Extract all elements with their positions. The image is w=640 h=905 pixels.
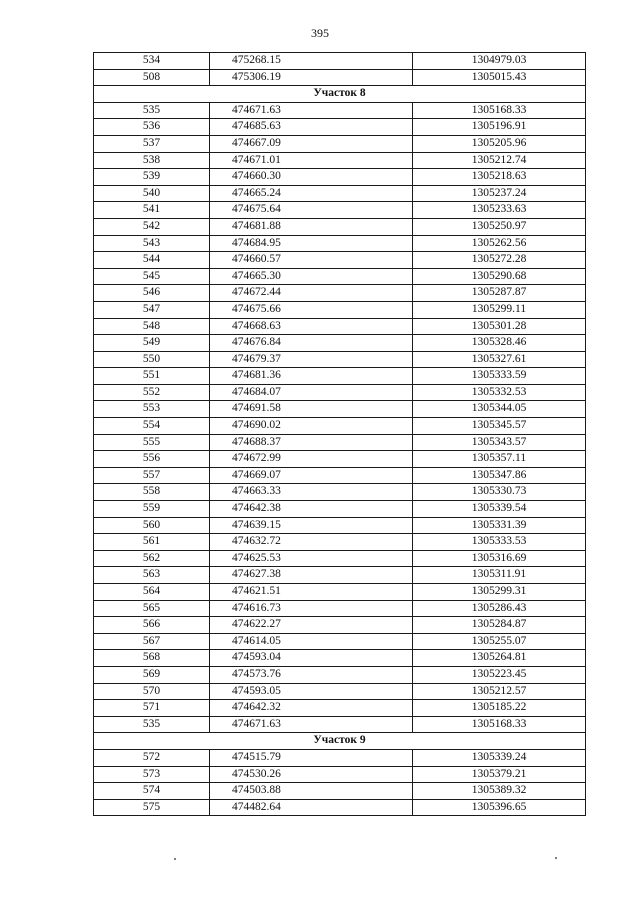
table-row xyxy=(94,53,586,70)
table-row xyxy=(94,517,586,534)
point-number-cell: 555 xyxy=(94,434,210,451)
x-coordinate-cell: 475306.19 xyxy=(210,69,413,86)
point-number-cell: 568 xyxy=(94,650,210,667)
table-row xyxy=(94,152,586,169)
x-coordinate-cell: 474668.63 xyxy=(210,318,413,335)
point-number-cell: 539 xyxy=(94,169,210,186)
y-coordinate-cell: 1305290.68 xyxy=(413,268,586,285)
y-coordinate-cell: 1305185.22 xyxy=(413,700,586,717)
y-coordinate-cell: 1305233.63 xyxy=(413,202,586,219)
table-row xyxy=(94,550,586,567)
table-row xyxy=(94,633,586,650)
point-number-cell: 541 xyxy=(94,202,210,219)
table-row xyxy=(94,418,586,435)
table-row xyxy=(94,584,586,601)
y-coordinate-cell: 1305299.31 xyxy=(413,584,586,601)
y-coordinate-cell: 1305212.57 xyxy=(413,683,586,700)
point-number-cell: 558 xyxy=(94,484,210,501)
x-coordinate-cell: 474625.53 xyxy=(210,550,413,567)
point-number-cell: 508 xyxy=(94,69,210,86)
point-number-cell: 571 xyxy=(94,700,210,717)
y-coordinate-cell: 1305330.73 xyxy=(413,484,586,501)
table-row xyxy=(94,252,586,269)
section-header-row xyxy=(94,86,586,103)
point-number-cell: 540 xyxy=(94,185,210,202)
point-number-cell: 557 xyxy=(94,467,210,484)
x-coordinate-cell: 474671.63 xyxy=(210,102,413,119)
x-coordinate-cell: 474642.32 xyxy=(210,700,413,717)
table-row xyxy=(94,69,586,86)
point-number-cell: 570 xyxy=(94,683,210,700)
table-row xyxy=(94,268,586,285)
point-number-cell: 535 xyxy=(94,102,210,119)
scan-speck xyxy=(174,858,176,860)
y-coordinate-cell: 1305284.87 xyxy=(413,617,586,634)
table-row xyxy=(94,683,586,700)
point-number-cell: 564 xyxy=(94,584,210,601)
y-coordinate-cell: 1305205.96 xyxy=(413,135,586,152)
x-coordinate-cell: 474688.37 xyxy=(210,434,413,451)
y-coordinate-cell: 1305344.05 xyxy=(413,401,586,418)
x-coordinate-cell: 474616.73 xyxy=(210,600,413,617)
point-number-cell: 573 xyxy=(94,766,210,783)
page-number: 395 xyxy=(311,26,329,40)
point-number-cell: 542 xyxy=(94,218,210,235)
table-row xyxy=(94,351,586,368)
table-row xyxy=(94,202,586,219)
table-row xyxy=(94,700,586,717)
y-coordinate-cell: 1305311.91 xyxy=(413,567,586,584)
table-row xyxy=(94,169,586,186)
x-coordinate-cell: 474593.04 xyxy=(210,650,413,667)
section-header-row xyxy=(94,733,586,750)
y-coordinate-cell: 1305396.65 xyxy=(413,799,586,816)
table-row xyxy=(94,534,586,551)
point-number-cell: 554 xyxy=(94,418,210,435)
point-number-cell: 569 xyxy=(94,666,210,683)
point-number-cell: 574 xyxy=(94,783,210,800)
y-coordinate-cell: 1305301.28 xyxy=(413,318,586,335)
x-coordinate-cell: 474672.99 xyxy=(210,451,413,468)
table-row xyxy=(94,783,586,800)
point-number-cell: 562 xyxy=(94,550,210,567)
x-coordinate-cell: 474669.07 xyxy=(210,467,413,484)
table-row xyxy=(94,799,586,816)
table-row xyxy=(94,451,586,468)
y-coordinate-cell: 1305264.81 xyxy=(413,650,586,667)
point-number-cell: 538 xyxy=(94,152,210,169)
y-coordinate-cell: 1305343.57 xyxy=(413,434,586,451)
y-coordinate-cell: 1305333.59 xyxy=(413,368,586,385)
y-coordinate-cell: 1305331.39 xyxy=(413,517,586,534)
point-number-cell: 544 xyxy=(94,252,210,269)
y-coordinate-cell: 1305357.11 xyxy=(413,451,586,468)
x-coordinate-cell: 474530.26 xyxy=(210,766,413,783)
y-coordinate-cell: 1305345.57 xyxy=(413,418,586,435)
y-coordinate-cell: 1305333.53 xyxy=(413,534,586,551)
x-coordinate-cell: 474675.66 xyxy=(210,301,413,318)
point-number-cell: 545 xyxy=(94,268,210,285)
x-coordinate-cell: 474672.44 xyxy=(210,285,413,302)
point-number-cell: 535 xyxy=(94,716,210,733)
table-row xyxy=(94,218,586,235)
section-title: Участок 8 xyxy=(94,86,586,103)
y-coordinate-cell: 1305379.21 xyxy=(413,766,586,783)
point-number-cell: 575 xyxy=(94,799,210,816)
point-number-cell: 563 xyxy=(94,567,210,584)
y-coordinate-cell: 1305327.61 xyxy=(413,351,586,368)
x-coordinate-cell: 474639.15 xyxy=(210,517,413,534)
table-row xyxy=(94,368,586,385)
y-coordinate-cell: 1305218.63 xyxy=(413,169,586,186)
table-row xyxy=(94,102,586,119)
x-coordinate-cell: 474667.09 xyxy=(210,135,413,152)
y-coordinate-cell: 1304979.03 xyxy=(413,53,586,70)
y-coordinate-cell: 1305272.28 xyxy=(413,252,586,269)
point-number-cell: 536 xyxy=(94,119,210,136)
table-row xyxy=(94,301,586,318)
table-row xyxy=(94,119,586,136)
y-coordinate-cell: 1305328.46 xyxy=(413,335,586,352)
x-coordinate-cell: 474690.02 xyxy=(210,418,413,435)
point-number-cell: 534 xyxy=(94,53,210,70)
scan-speck xyxy=(555,857,557,859)
y-coordinate-cell: 1305015.43 xyxy=(413,69,586,86)
table-row xyxy=(94,484,586,501)
table-row xyxy=(94,467,586,484)
x-coordinate-cell: 474665.30 xyxy=(210,268,413,285)
point-number-cell: 546 xyxy=(94,285,210,302)
y-coordinate-cell: 1305389.32 xyxy=(413,783,586,800)
table-row xyxy=(94,185,586,202)
x-coordinate-cell: 474621.51 xyxy=(210,584,413,601)
x-coordinate-cell: 474679.37 xyxy=(210,351,413,368)
point-number-cell: 537 xyxy=(94,135,210,152)
point-number-cell: 567 xyxy=(94,633,210,650)
y-coordinate-cell: 1305255.07 xyxy=(413,633,586,650)
x-coordinate-cell: 474671.63 xyxy=(210,716,413,733)
x-coordinate-cell: 474684.95 xyxy=(210,235,413,252)
y-coordinate-cell: 1305262.56 xyxy=(413,235,586,252)
x-coordinate-cell: 474675.64 xyxy=(210,202,413,219)
point-number-cell: 560 xyxy=(94,517,210,534)
y-coordinate-cell: 1305339.24 xyxy=(413,749,586,766)
point-number-cell: 565 xyxy=(94,600,210,617)
x-coordinate-cell: 474622.27 xyxy=(210,617,413,634)
table-row xyxy=(94,235,586,252)
y-coordinate-cell: 1305347.86 xyxy=(413,467,586,484)
x-coordinate-cell: 474593.05 xyxy=(210,683,413,700)
y-coordinate-cell: 1305212.74 xyxy=(413,152,586,169)
x-coordinate-cell: 474573.76 xyxy=(210,666,413,683)
point-number-cell: 559 xyxy=(94,501,210,518)
section-title: Участок 9 xyxy=(94,733,586,750)
point-number-cell: 543 xyxy=(94,235,210,252)
table-row xyxy=(94,749,586,766)
point-number-cell: 551 xyxy=(94,368,210,385)
table-row xyxy=(94,285,586,302)
table-row xyxy=(94,384,586,401)
table-row xyxy=(94,766,586,783)
point-number-cell: 552 xyxy=(94,384,210,401)
point-number-cell: 556 xyxy=(94,451,210,468)
x-coordinate-cell: 474685.63 xyxy=(210,119,413,136)
y-coordinate-cell: 1305223.45 xyxy=(413,666,586,683)
x-coordinate-cell: 474642.38 xyxy=(210,501,413,518)
table-row xyxy=(94,401,586,418)
y-coordinate-cell: 1305287.87 xyxy=(413,285,586,302)
x-coordinate-cell: 474671.01 xyxy=(210,152,413,169)
point-number-cell: 566 xyxy=(94,617,210,634)
y-coordinate-cell: 1305316.69 xyxy=(413,550,586,567)
x-coordinate-cell: 474503.88 xyxy=(210,783,413,800)
x-coordinate-cell: 474681.88 xyxy=(210,218,413,235)
point-number-cell: 553 xyxy=(94,401,210,418)
x-coordinate-cell: 474627.38 xyxy=(210,567,413,584)
x-coordinate-cell: 474684.07 xyxy=(210,384,413,401)
x-coordinate-cell: 474632.72 xyxy=(210,534,413,551)
table-row xyxy=(94,135,586,152)
x-coordinate-cell: 474660.57 xyxy=(210,252,413,269)
x-coordinate-cell: 474482.64 xyxy=(210,799,413,816)
x-coordinate-cell: 474660.30 xyxy=(210,169,413,186)
table-row xyxy=(94,501,586,518)
point-number-cell: 548 xyxy=(94,318,210,335)
table-row xyxy=(94,567,586,584)
y-coordinate-cell: 1305168.33 xyxy=(413,716,586,733)
point-number-cell: 572 xyxy=(94,749,210,766)
x-coordinate-cell: 475268.15 xyxy=(210,53,413,70)
point-number-cell: 550 xyxy=(94,351,210,368)
x-coordinate-cell: 474665.24 xyxy=(210,185,413,202)
coordinates-table xyxy=(93,52,586,816)
y-coordinate-cell: 1305250.97 xyxy=(413,218,586,235)
x-coordinate-cell: 474614.05 xyxy=(210,633,413,650)
y-coordinate-cell: 1305286.43 xyxy=(413,600,586,617)
table-row xyxy=(94,650,586,667)
y-coordinate-cell: 1305339.54 xyxy=(413,501,586,518)
x-coordinate-cell: 474691.58 xyxy=(210,401,413,418)
table-row xyxy=(94,716,586,733)
point-number-cell: 547 xyxy=(94,301,210,318)
table-row xyxy=(94,434,586,451)
point-number-cell: 549 xyxy=(94,335,210,352)
y-coordinate-cell: 1305237.24 xyxy=(413,185,586,202)
y-coordinate-cell: 1305168.33 xyxy=(413,102,586,119)
table-row xyxy=(94,318,586,335)
y-coordinate-cell: 1305299.11 xyxy=(413,301,586,318)
table-row xyxy=(94,617,586,634)
coordinates-table-body xyxy=(94,53,586,816)
point-number-cell: 561 xyxy=(94,534,210,551)
x-coordinate-cell: 474681.36 xyxy=(210,368,413,385)
table-row xyxy=(94,335,586,352)
table-row xyxy=(94,600,586,617)
x-coordinate-cell: 474515.79 xyxy=(210,749,413,766)
y-coordinate-cell: 1305332.53 xyxy=(413,384,586,401)
y-coordinate-cell: 1305196.91 xyxy=(413,119,586,136)
table-row xyxy=(94,666,586,683)
x-coordinate-cell: 474676.84 xyxy=(210,335,413,352)
x-coordinate-cell: 474663.33 xyxy=(210,484,413,501)
